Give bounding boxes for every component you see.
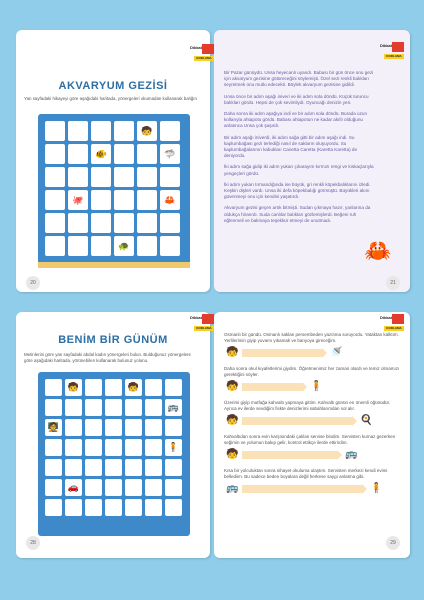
route-cell (145, 479, 162, 496)
route-cell (65, 439, 82, 456)
story-paragraph: Akvaryum gezisi geçen artık bitmişti. Sudan çıkmaya hazır, yanlarına da oldukça hiranrdı. Suda canlılar balıkları gözlemişlerdi. Beğeni ruh eğlenmeli ve bakmaya teşekkür etmeyi de unutmadı. (224, 205, 371, 223)
route-cell (65, 419, 82, 436)
aquarium-cell (137, 236, 157, 256)
aquarium-row (45, 144, 180, 164)
aquarium-cell-icon: 🦈 (160, 144, 180, 164)
route-cell (105, 399, 122, 416)
page-21 (214, 30, 410, 292)
destination-icon: 🧍 (370, 483, 383, 494)
route-row (45, 439, 182, 456)
story-paragraph: Üzerimi giyip mutfağa kahvaltı yapmaya gittim. Kahvaltı günün en önemli öğünüdür. Ayrıca ev ilerde sevdiğim fiskte denizlerimi sabahlarımdan sol alır. (224, 400, 391, 411)
badge-line1: Dikkat (189, 315, 202, 320)
direction-sequence (224, 346, 400, 360)
aquarium-cell (137, 167, 157, 187)
aquarium-row (45, 236, 180, 256)
aquarium-cell (45, 167, 65, 187)
story-paragraph: İki adım yukarı tırmandığında ise büyük, gri renkli köpekbalıklarını izledi. Keşkin dişleri vardı. Unsa iki defa köpekbalığı görmüştü. Büyükleri akını güvenmeyi onu için kendini yaşatırdı. (224, 181, 371, 200)
badge-red-block (202, 44, 214, 54)
route-cell (145, 379, 162, 396)
route-cell (85, 499, 102, 516)
badge-line1: Dikkat (379, 43, 392, 48)
page-number: 21 (386, 276, 400, 290)
daily-route-grid (38, 372, 190, 536)
story-paragraph: Bir Pazar günüydü. Unsa heyecanlı uyandı. Babası bir gün önce onu gezi için akvaryum gezisine götüreceğini söylemişti. Özel sezi renkli balıkları seyretmek onu mutlu edecekti. Böylek akvaryum gezisine gidildi. (224, 70, 374, 88)
badge-line1: Dikkat (379, 315, 392, 320)
route-cell (145, 459, 162, 476)
aquarium-cell (114, 213, 134, 233)
child-figure-icon: 🧒 (226, 381, 239, 392)
badge-line1: Dikkat (189, 45, 202, 50)
route-cell (85, 419, 102, 436)
direction-sequence (224, 448, 400, 462)
badge-stripe: KODLAMA (194, 326, 214, 331)
direction-sequence (224, 414, 400, 428)
story-paragraph: İki adım sağa gidip iki adım yukarı çıkarayım kırmızı rengi ve kıskaçlarıyla yengeçleri gördü. (224, 164, 374, 176)
aquarium-cell-icon: 🦀 (160, 190, 180, 210)
story-paragraph: Bir adım aşağı iniverdi, iki adım sağa gitti bir adım aşağı indi. Su kaplumbağası gezi terlediği nasıl de sakların oluşuyordu. Su kaplumbağalarının kabukları Canetta Caretta (Karetta Karetta) de deniyordu. (224, 134, 358, 159)
aquarium-cell (114, 144, 134, 164)
route-cell (105, 459, 122, 476)
aquarium-cell (45, 213, 65, 233)
route-cell (85, 459, 102, 476)
story-paragraph: Osmanlı bir gündü. Osmanlı saklan persembeden yazılıma soruyordu. Yataktan kalktım. Yerlilerimin giyip yuvamı yıkamak ve banyoya gireceğim. (224, 332, 399, 343)
route-cell (45, 379, 62, 396)
route-cell (45, 399, 62, 416)
brand-badge (188, 314, 214, 334)
child-figure-icon: 🧒 (226, 415, 239, 426)
route-row (45, 459, 182, 476)
intro-text: Yan sayfadaki hikayeyi göre aşağıdaki haritada, yönergeleri okumadan kullanarak balığın (24, 96, 197, 101)
crab-icon: 🦀 (364, 238, 392, 263)
aquarium-cell (160, 236, 180, 256)
destination-icon: 🍳 (360, 415, 373, 426)
aquarium-cell (68, 167, 88, 187)
route-cell (105, 439, 122, 456)
page-28 (16, 312, 210, 558)
aquarium-cell (45, 236, 65, 256)
direction-sequence (224, 380, 400, 394)
brand-badge (378, 42, 404, 62)
route-cell (145, 439, 162, 456)
aquarium-cell (45, 190, 65, 210)
child-figure-icon: 🧒 (226, 449, 239, 460)
aquarium-cell (114, 190, 134, 210)
page-number: 20 (26, 276, 40, 290)
route-cell-icon: 🧍 (165, 439, 182, 456)
route-cell (105, 379, 122, 396)
daily-story (224, 332, 400, 502)
aquarium-cell (68, 144, 88, 164)
route-cell (105, 479, 122, 496)
aquarium-cell (160, 213, 180, 233)
route-cell (105, 499, 122, 516)
route-cell (85, 439, 102, 456)
story-text (224, 70, 374, 229)
aquarium-cell (68, 121, 88, 141)
route-row (45, 479, 182, 496)
page-20 (16, 30, 210, 292)
route-cell (65, 499, 82, 516)
badge-stripe: KODLAMA (194, 56, 214, 61)
route-cell (45, 479, 62, 496)
route-cell-icon: 🧒 (65, 379, 82, 396)
page-number: 28 (26, 536, 40, 550)
aquarium-cell-icon: 🐠 (91, 144, 111, 164)
arrow-right-icon (242, 383, 302, 391)
route-cell (165, 499, 182, 516)
page-title: AKVARYUM GEZİSİ (58, 80, 168, 92)
aquarium-row (45, 121, 180, 141)
destination-icon: 🚌 (345, 449, 358, 460)
arrow-right-icon (242, 417, 352, 425)
destination-icon: 🧍 (310, 381, 323, 392)
aquarium-cell (137, 213, 157, 233)
badge-red-block (392, 314, 404, 324)
route-cell (65, 459, 82, 476)
badge-stripe: KODLAMA (384, 326, 404, 331)
destination-icon: 🚿 (330, 347, 343, 358)
route-cell (65, 399, 82, 416)
story-paragraph: Daha sonra iki adım aşağıya indi ve bir adım sola döndü. Burada uzun kollarıyla ahtapotu gördü. Babası ahtapotun ne kadar akıllı olduğunu anlatınca Unsa çok şaşırdı. (224, 111, 368, 129)
route-cell (165, 459, 182, 476)
badge-red-block (202, 314, 214, 324)
aquarium-grid (38, 114, 190, 268)
aquarium-cell-icon: 🐙 (68, 190, 88, 210)
badge-stripe: KODLAMA (384, 54, 404, 59)
brand-badge (378, 314, 404, 334)
route-cell (165, 419, 182, 436)
aquarium-cell (91, 190, 111, 210)
route-cell (85, 399, 102, 416)
route-cell (105, 419, 122, 436)
aquarium-cell-icon: 🐢 (114, 236, 134, 256)
route-cell (45, 459, 62, 476)
route-cell-icon: 🧒 (125, 379, 142, 396)
route-cell (125, 439, 142, 456)
arrow-right-icon (242, 451, 337, 459)
aquarium-cell (91, 121, 111, 141)
aquarium-cell (160, 167, 180, 187)
aquarium-cell (137, 190, 157, 210)
arrow-right-icon (242, 349, 322, 357)
story-paragraph: Kahvaltıdan sonra evin karşısındaki çalılan servise bindim. Servisten kurnaz gezerken seğimin ve yolumun bakıp gelir, kontrol ettikçe ilerde ettirirdim. (224, 434, 396, 445)
route-cell (45, 499, 62, 516)
route-cell (85, 379, 102, 396)
route-cell (125, 459, 142, 476)
direction-sequence (224, 482, 400, 496)
aquarium-cell (114, 167, 134, 187)
route-cell (125, 419, 142, 436)
aquarium-cell (114, 121, 134, 141)
route-cell (165, 379, 182, 396)
child-figure-icon: 🚌 (226, 483, 239, 494)
story-paragraph: Daha sonra okul kıyafetlerimi giydim. Öğretmenimiz her zaman olardı ve temiz olmamızı gerektiğini söyler. (224, 366, 400, 377)
aquarium-row (45, 167, 180, 187)
page-title: BENİM BİR GÜNÜM (58, 334, 168, 346)
route-row (45, 499, 182, 516)
page-29 (214, 312, 410, 558)
aquarium-cell (91, 167, 111, 187)
badge-red-block (392, 42, 404, 52)
route-cell-icon: 🚗 (65, 479, 82, 496)
aquarium-cell (68, 213, 88, 233)
aquarium-cell (45, 121, 65, 141)
route-row (45, 379, 182, 396)
aquarium-cell (160, 121, 180, 141)
route-cell (125, 499, 142, 516)
aquarium-cell (68, 236, 88, 256)
aquarium-cell (91, 213, 111, 233)
brand-badge (188, 44, 214, 64)
arrow-right-icon (242, 485, 362, 493)
story-paragraph: Unsa önce bir adım aşağı iniveri ve iki adım sola döndü. Küçük turuncu balıkları gördü. Hepsi de çok sevimliydi. Oyuncağı denizin yeri. (224, 93, 369, 105)
route-cell (145, 419, 162, 436)
page-number: 29 (386, 536, 400, 550)
route-row (45, 419, 182, 436)
route-cell (125, 479, 142, 496)
intro-text: Metinlerini göre yan sayfadaki abdal kadın yönergeleri bulun. Bulduğunuz yönergelere göre aşağıdaki haritada, yörünebilen kullanarak bulunuz yolunu. (24, 352, 191, 363)
route-cell (85, 479, 102, 496)
route-cell (165, 479, 182, 496)
aquarium-row (45, 213, 180, 233)
aquarium-row (45, 190, 180, 210)
route-cell (125, 399, 142, 416)
sand-strip (38, 262, 190, 268)
aquarium-cell-icon: 🧒 (137, 121, 157, 141)
route-cell-icon: 🧑‍🏫 (45, 419, 62, 436)
story-paragraph: Kısa bir yolculuktan sonra nihayet okuluma ulaştım. Servisten merkezi kendi evimi bellediim. Bu sadece beden boyalara değil herkese saygı anlatma gibi. (224, 468, 388, 479)
aquarium-cell (45, 144, 65, 164)
route-row (45, 399, 182, 416)
route-cell (145, 399, 162, 416)
route-cell (145, 499, 162, 516)
route-cell-icon: 🚌 (165, 399, 182, 416)
child-figure-icon: 🧒 (226, 347, 239, 358)
aquarium-cell (137, 144, 157, 164)
route-cell (45, 439, 62, 456)
aquarium-cell (91, 236, 111, 256)
